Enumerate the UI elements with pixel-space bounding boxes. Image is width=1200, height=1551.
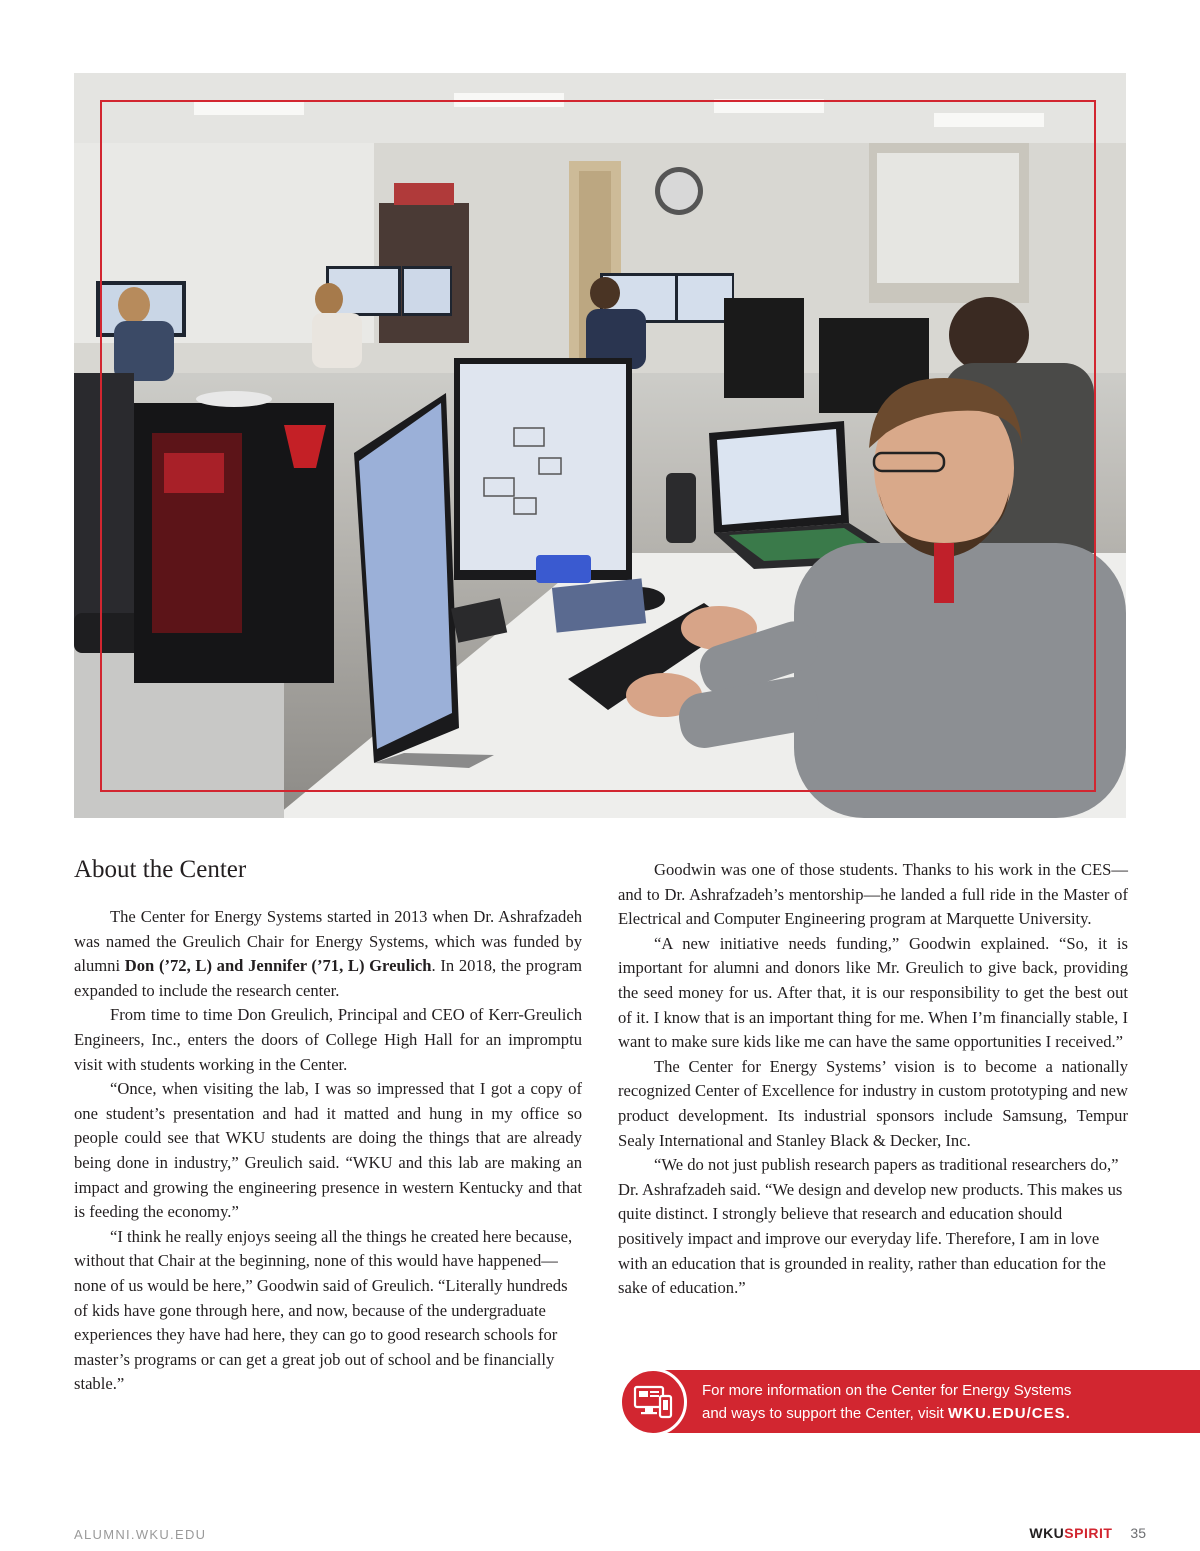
callout-link[interactable]: WKU.EDU/CES. (947, 1405, 1071, 1422)
article-right-column (618, 858, 1128, 1301)
article-paragraph: “A new initiative needs funding,” Goodwin explained. “So, it is important for alumni and donors like Mr. Greulich to give back, providing the seed money for us. After that, it is our responsibility to get the best out of it. I know that is an important thing for me. When I’m financially stable, I want to make sure kids like me can have the same opportunities I received.” (618, 933, 1128, 1052)
article-left-column (74, 855, 582, 1397)
article-paragraph: The Center for Energy Systems’ vision is to become a nationally recognized Center of Excellence for industry in custom prototyping and new product development. Its industrial sponsors include Samsung, Tempur Sealy International and Stanley Black & Decker, Inc. (618, 1056, 1128, 1150)
callout-text: and ways to support the Center, visit (702, 1405, 948, 1422)
footer-brand (1029, 1525, 1146, 1541)
footer-site: ALUMNI.WKU.EDU (74, 1527, 207, 1542)
article-paragraph: “I think he really enjoys seeing all the things he created here because, without that Chair at the beginning, none of this would have happened—none of us would be here,” Goodwin said of Greulich. “Literally hundreds of kids have gone through here, and now, because of the undergraduate experiences they have had here, they can go to good research schools for master’s programs or can get a great job out of school and be financially stable.” (74, 1226, 573, 1394)
lab-photo (74, 73, 1126, 818)
callout-line-2 (702, 1402, 1200, 1425)
info-callout (655, 1370, 1200, 1433)
callout-line-1: For more information on the Center for Energy Systems (702, 1382, 1072, 1399)
paragraph-text: . In 2018, the program expanded to include the research center. (74, 956, 582, 1000)
devices-icon (619, 1368, 687, 1436)
brand-spirit: SPIRIT (1064, 1525, 1113, 1541)
lab-photo-illustration (74, 73, 1126, 818)
article-paragraph (74, 905, 582, 1003)
section-heading: About the Center (74, 856, 247, 883)
article-paragraph: “Once, when visiting the lab, I was so impressed that I got a copy of one student’s presentation and had it matted and hung in my office so people could see that WKU students are doing the things that are already being done in industry,” Greulich said. “WKU and this lab are making an impact and growing the engineering presence in western Kentucky and that is feeding the economy.” (74, 1079, 582, 1222)
article-paragraph: Goodwin was one of those students. Thanks to his work in the CES—and to Dr. Ashrafzadeh’s mentorship—he landed a full ride in the Master of Electrical and Computer Engineering program at Marquette University. (618, 860, 1128, 929)
article-paragraph: “We do not just publish research papers as traditional researchers do,” Dr. Ashrafzadeh said. “We design and develop new products. This makes us quite distinct. I strongly believe that research and education should positively impact and improve our everyday life. Therefore, I am in love with an education that is grounded in reality, rather than education for the sake of education.” (618, 1155, 1123, 1298)
page-number: 35 (1130, 1525, 1146, 1541)
donor-names: Don (’72, L) and Jennifer (’71, L) Greulich (124, 956, 432, 976)
paragraph-text: The Center for Energy Systems started in 2013 when Dr. Ashrafzadeh was named the Greulich Chair for Energy Systems, which was funded by alumni (74, 907, 582, 976)
article-paragraph: From time to time Don Greulich, Principal and CEO of Kerr-Greulich Engineers, Inc., enters the doors of College High Hall for an impromptu visit with students working in the Center. (74, 1005, 582, 1074)
brand-wku: WKU (1029, 1525, 1065, 1541)
